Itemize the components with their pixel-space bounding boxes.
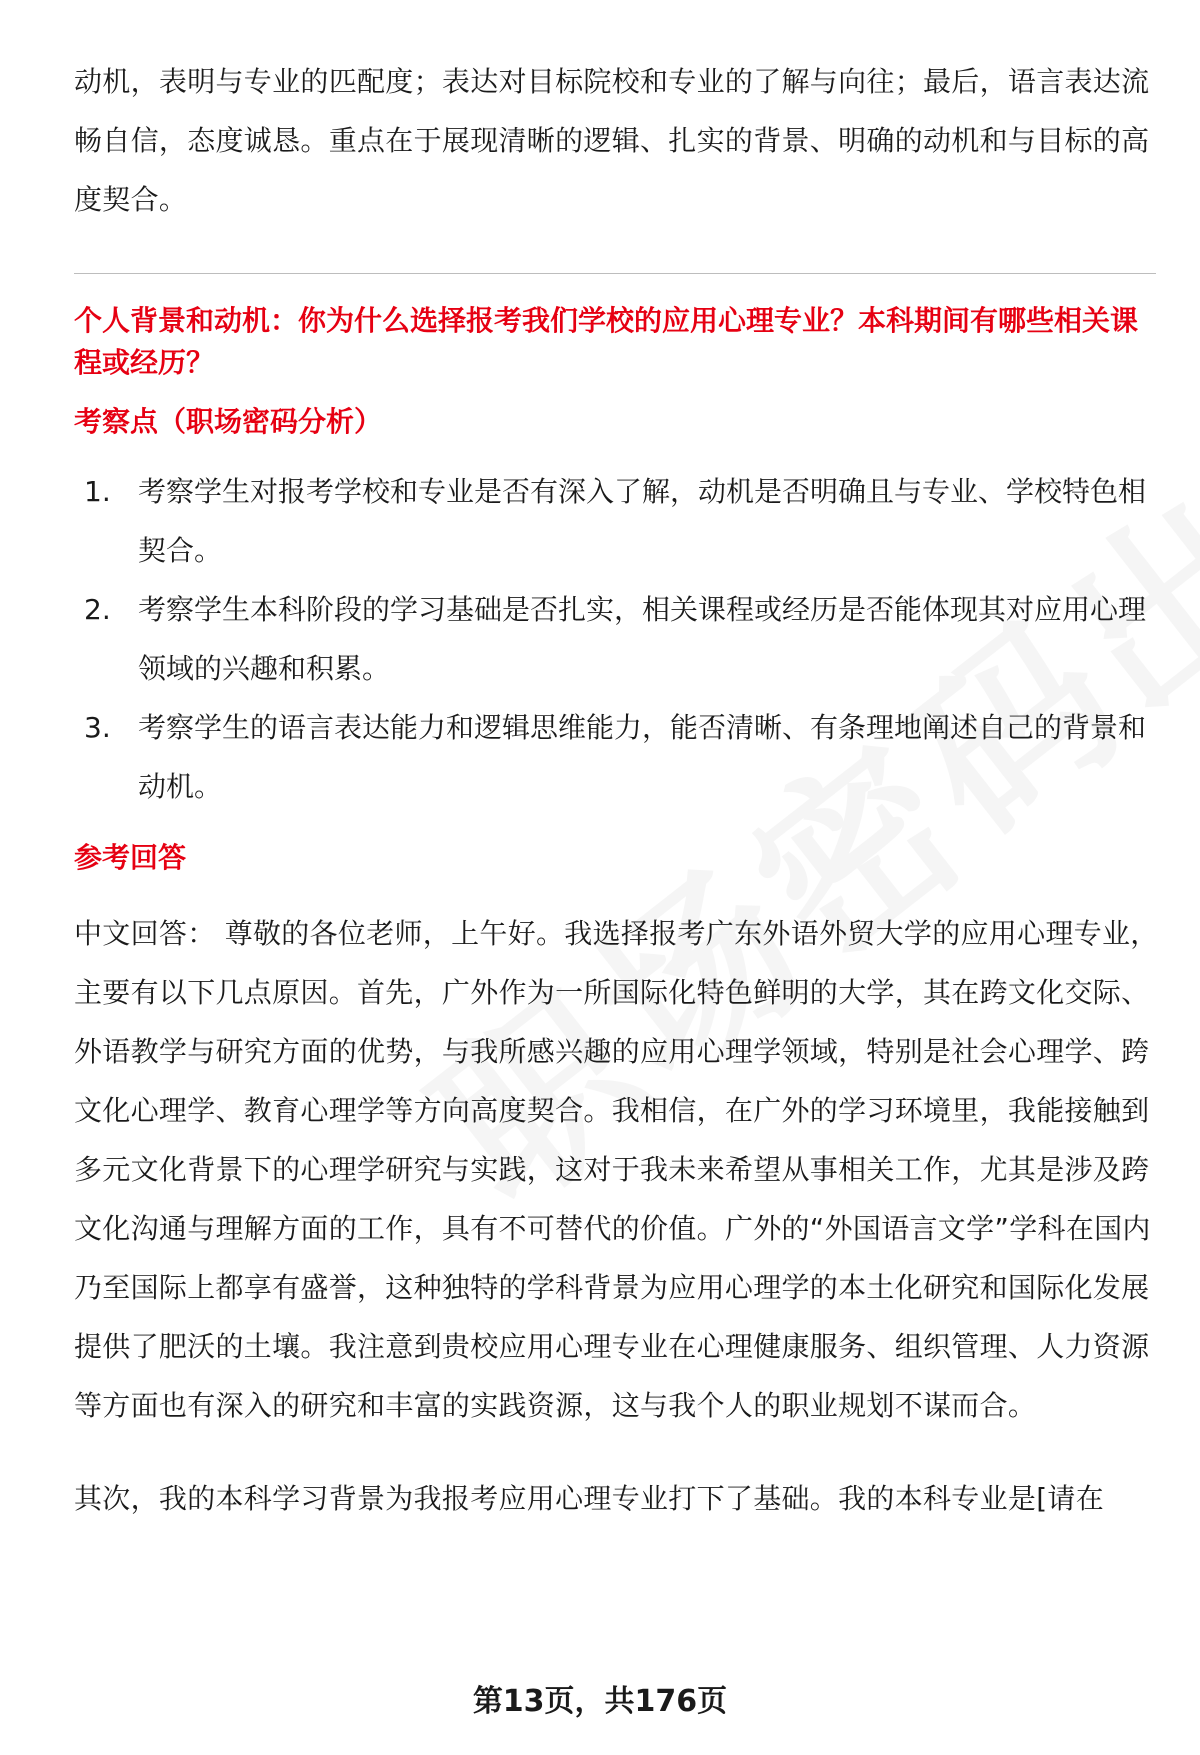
list-item-number: 1. — [84, 475, 111, 508]
list-item — [74, 698, 1164, 816]
assessment-list — [74, 462, 1164, 816]
intro-paragraph: 动机，表明与专业的匹配度；表达对目标院校和专业的了解与向往；最后，语言表达流畅自信，态度诚恳。重点在于展现清晰的逻辑、扎实的背景、明确的动机和与目标的高度契合。 — [74, 65, 1150, 216]
answer-paragraph: 中文回答： 尊敬的各位老师，上午好。我选择报考广东外语外贸大学的应用心理专业，主要有以下几点原因。首先，广外作为一所国际化特色鲜明的大学，其在跨文化交际、外语教学与研究方面的优势，与我所感兴趣的应用心理学领域，特别是社会心理学、跨文化心理学、教育心理学等方向高度契合。我相信，在广外的学习环境里，我能接触到多元文化背景下的心理学研究与实践，这对于我未来希望从事相关工作，尤其是涉及跨文化沟通与理解方面的工作，具有不可替代的价值。广外的“外国语言文学”学科在国内乃至国际上都享有盛誉，这种独特的学科背景为应用心理学的本土化研究和国际化发展提供了肥沃的土壤。我注意到贵校应用心理专业在心理健康服务、组织管理、人力资源等方面也有深入的研究和丰富的实践资源，这与我个人的职业规划不谋而合。 — [74, 917, 1159, 1422]
question-heading: 个人背景和动机：你为什么选择报考我们学校的应用心理专业？本科期间有哪些相关课程或经历？ — [74, 304, 1139, 379]
list-item-text: 考察学生对报考学校和专业是否有深入了解，动机是否明确且与专业、学校特色相契合。 — [138, 475, 1147, 567]
list-item-number: 3. — [84, 711, 111, 744]
list-item — [74, 580, 1164, 698]
assessment-heading: 考察点（职场密码分析） — [74, 405, 383, 438]
list-item-number: 2. — [84, 593, 111, 626]
answer-paragraph: 其次，我的本科学习背景为我报考应用心理专业打下了基础。我的本科专业是[请在 — [74, 1482, 1105, 1515]
page-footer: 第13页，共176页 — [472, 1684, 728, 1719]
list-item — [74, 462, 1164, 580]
document-body — [74, 52, 1164, 1528]
list-item-text: 考察学生的语言表达能力和逻辑思维能力，能否清晰、有条理地阐述自己的背景和动机。 — [138, 711, 1147, 803]
reference-heading: 参考回答 — [74, 841, 187, 874]
section-divider — [74, 273, 1156, 274]
list-item-text: 考察学生本科阶段的学习基础是否扎实，相关课程或经历是否能体现其对应用心理领域的兴趣和积累。 — [138, 593, 1147, 685]
